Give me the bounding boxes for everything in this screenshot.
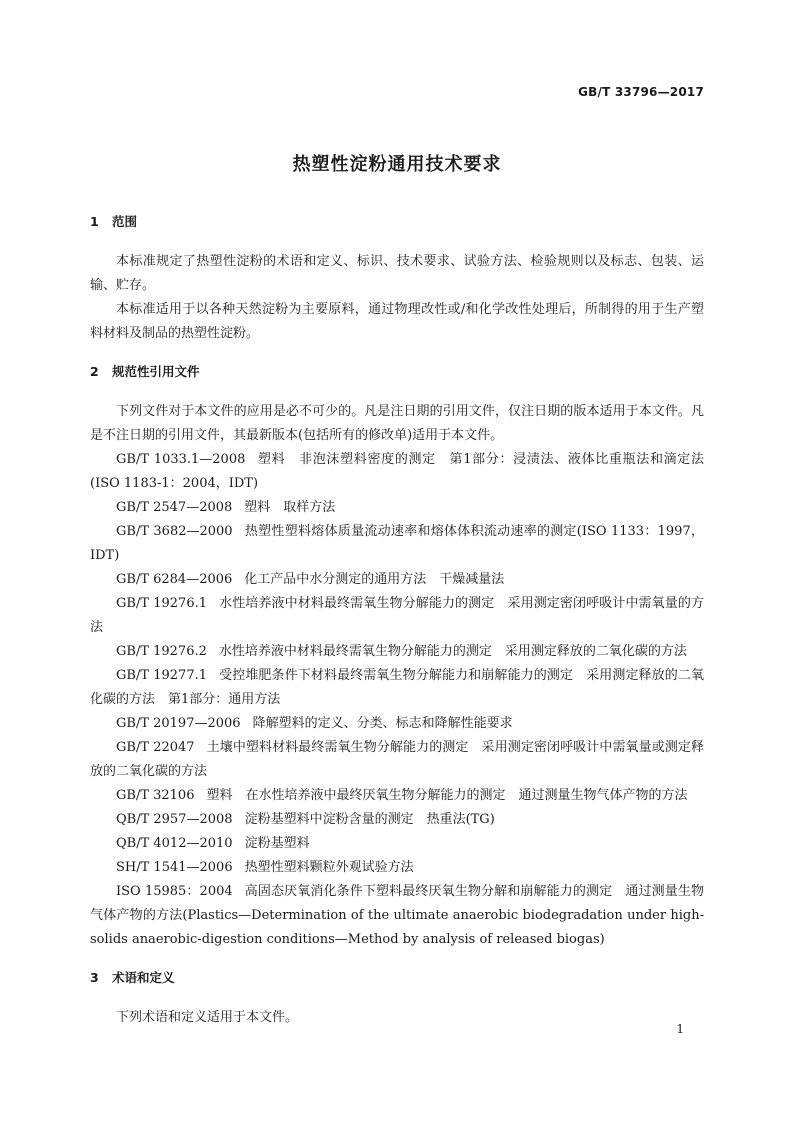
reference-title: 塑料 取样方法 [244,500,336,515]
terms-intro: 下列术语和定义适用于本文件。 [116,1010,299,1025]
section-title: 规范性引用文件 [112,364,200,379]
reference-item [90,808,704,832]
reference-code: GB/T 2547—2008 [116,500,233,515]
section-title: 术语和定义 [112,970,175,985]
reference-code: GB/T 22047 [116,740,195,755]
reference-title: 热塑性塑料熔体质量流动速率和熔体体积流动速率的测定(ISO 1133：1997，IDT) [90,524,704,563]
reference-code: GB/T 32106 [116,788,195,803]
reference-title: 淀粉基塑料 [244,836,310,851]
section-heading-normative [90,360,704,384]
reference-item [90,496,704,520]
section-number: 1 [90,214,99,229]
reference-item [90,712,704,736]
reference-item [90,736,704,784]
standard-code: GB/T 33796—2017 [578,85,704,99]
reference-code: GB/T 3682—2000 [116,524,233,539]
reference-item [90,520,704,568]
reference-code: GB/T 6284—2006 [116,572,233,587]
section-number: 3 [90,970,99,985]
reference-item [90,664,704,712]
reference-item [90,880,704,952]
scope-paragraph-2: 本标准适用于以各种天然淀粉为主要原料，通过物理改性或/和化学改性处理后，所制得的用于生产塑料材料及制品的热塑性淀粉。 [90,302,704,341]
reference-title: 淀粉基塑料中淀粉含量的测定 热重法(TG) [244,812,495,827]
reference-code: GB/T 19276.2 [116,644,207,659]
document-title: 热塑性淀粉通用技术要求 [292,154,502,175]
reference-title: 水性培养液中材料最终需氧生物分解能力的测定 采用测定密闭呼吸计中需氧量的方法 [90,596,704,635]
reference-item [90,784,704,808]
reference-item [90,592,704,640]
reference-title: 受控堆肥条件下材料最终需氧生物分解能力和崩解能力的测定 采用测定释放的二氧化碳的方法 第1部分：通用方法 [90,668,704,707]
section-number: 2 [90,364,99,379]
reference-code: SH/T 1541—2006 [116,860,233,875]
reference-item [90,640,704,664]
reference-code: GB/T 20197—2006 [116,716,241,731]
reference-code: ISO 15985：2004 [116,884,233,899]
document-body [90,210,704,1030]
reference-title: 热塑性塑料颗粒外观试验方法 [244,860,414,875]
reference-code: GB/T 19276.1 [116,596,207,611]
reference-code: QB/T 4012—2010 [116,836,233,851]
reference-title: 塑料 在水性培养液中最终厌氧生物分解能力的测定 通过测量生物气体产物的方法 [206,788,688,803]
reference-item [90,448,704,496]
reference-title: 高固态厌氧消化条件下塑料最终厌氧生物分解和崩解能力的测定 通过测量生物气体产物的方法(Plastics—Determination of the ultimate anaerobic biodegradation under high-solids anaerobic-digestion conditions—Method by analysis of released biogas) [90,884,704,947]
reference-code: GB/T 19277.1 [116,668,207,683]
reference-item [90,832,704,856]
reference-title: 塑料 非泡沫塑料密度的测定 第1部分：浸渍法、液体比重瓶法和滴定法(ISO 1183-1：2004，IDT) [90,452,704,491]
scope-paragraph-1: 本标准规定了热塑性淀粉的术语和定义、标识、技术要求、试验方法、检验规则以及标志、包装、运输、贮存。 [90,254,704,293]
reference-title: 降解塑料的定义、分类、标志和降解性能要求 [252,716,513,731]
reference-item [90,856,704,880]
reference-title: 化工产品中水分测定的通用方法 干燥减量法 [244,572,505,587]
reference-code: QB/T 2957—2008 [116,812,233,827]
reference-list [90,448,704,952]
reference-title: 土壤中塑料材料最终需氧生物分解能力的测定 采用测定密闭呼吸计中需氧量或测定释放的二氧化碳的方法 [90,740,704,779]
page-number: 1 [676,1022,684,1036]
normative-intro: 下列文件对于本文件的应用是必不可少的。凡是注日期的引用文件，仅注日期的版本适用于本文件。凡是不注日期的引用文件，其最新版本(包括所有的修改单)适用于本文件。 [90,404,704,443]
section-heading-terms [90,966,704,990]
section-title: 范围 [112,214,138,229]
reference-item [90,568,704,592]
reference-code: GB/T 1033.1—2008 [116,452,246,467]
reference-title: 水性培养液中材料最终需氧生物分解能力的测定 采用测定释放的二氧化碳的方法 [218,644,687,659]
section-heading-scope [90,210,704,234]
